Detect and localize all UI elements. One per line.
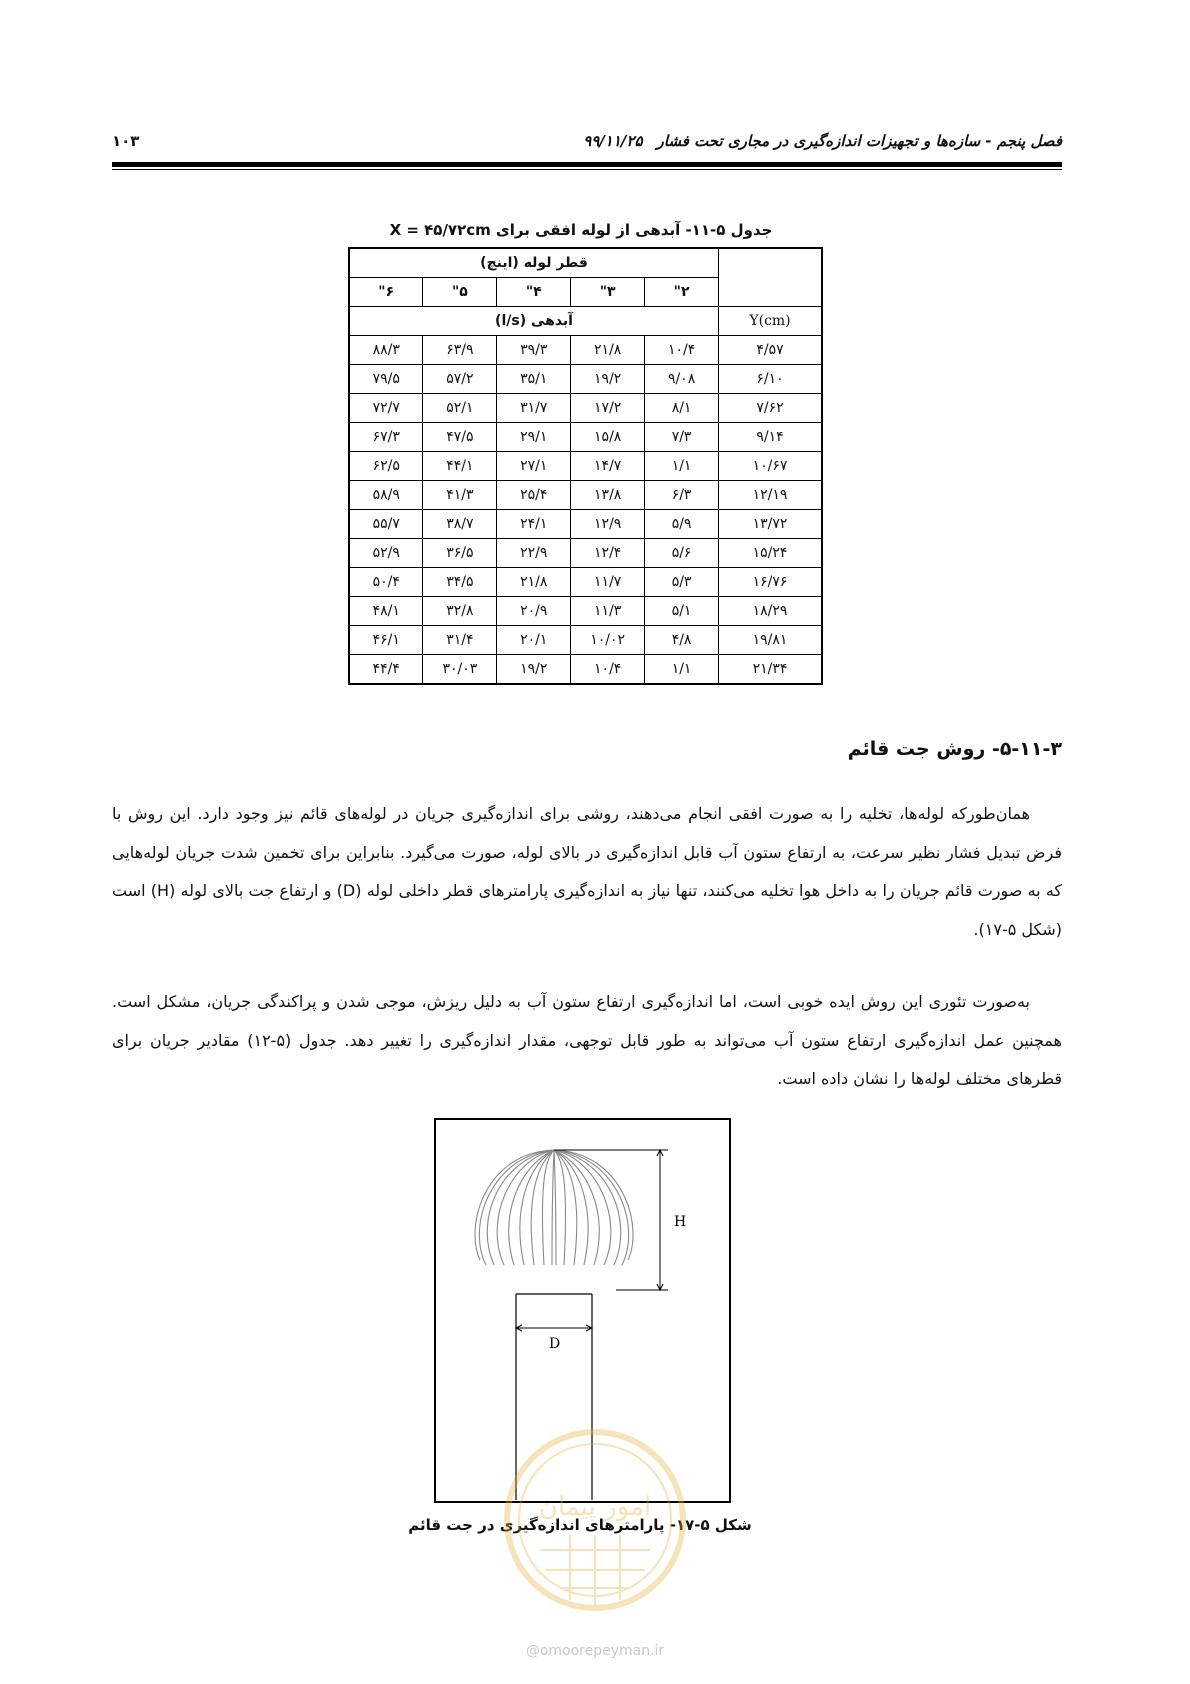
section-heading: ۵-۱۱-۳- روش جت قائم	[847, 738, 1062, 760]
discharge-value-cell: ۱۰/۴	[571, 655, 645, 685]
discharge-value-cell: ۵۰/۴	[349, 568, 423, 597]
y-value-cell: ۴/۵۷	[719, 336, 822, 365]
discharge-value-cell: ۳۱/۴	[423, 626, 497, 655]
discharge-value-cell: ۱۲/۹	[571, 510, 645, 539]
watermark-logo	[500, 1420, 690, 1630]
discharge-value-cell: ۳۸/۷	[423, 510, 497, 539]
y-value-cell: ۱۸/۲۹	[719, 597, 822, 626]
discharge-value-cell: ۵۸/۹	[349, 481, 423, 510]
discharge-value-cell: ۴۴/۱	[423, 452, 497, 481]
discharge-value-cell: ۵/۹	[645, 510, 719, 539]
discharge-value-cell: ۴/۸	[645, 626, 719, 655]
discharge-value-cell: ۷/۳	[645, 423, 719, 452]
discharge-value-cell: ۶۲/۵	[349, 452, 423, 481]
discharge-value-cell: ۴۱/۳	[423, 481, 497, 510]
y-value-cell: ۱۰/۶۷	[719, 452, 822, 481]
discharge-value-cell: ۳۰/۰۳	[423, 655, 497, 685]
discharge-value-cell: ۱۷/۲	[571, 394, 645, 423]
discharge-value-cell: ۷۲/۷	[349, 394, 423, 423]
discharge-value-cell: ۶/۳	[645, 481, 719, 510]
page-number: ۱۰۳	[112, 132, 140, 150]
watermark-logo-text: امور پیمان	[538, 1492, 652, 1522]
discharge-value-cell: ۳۶/۵	[423, 539, 497, 568]
discharge-value-cell: ۱/۱	[645, 655, 719, 685]
table-row	[349, 452, 822, 481]
discharge-value-cell: ۱۵/۸	[571, 423, 645, 452]
discharge-value-cell: ۱۱/۳	[571, 597, 645, 626]
table-row	[349, 655, 822, 685]
discharge-header: آبدهی (l/s)	[349, 307, 719, 336]
y-value-cell: ۷/۶۲	[719, 394, 822, 423]
table-row	[349, 539, 822, 568]
y-value-cell: ۱۹/۸۱	[719, 626, 822, 655]
discharge-value-cell: ۲۱/۸	[497, 568, 571, 597]
discharge-value-cell: ۵/۱	[645, 597, 719, 626]
table-row	[349, 626, 822, 655]
discharge-value-cell: ۳۱/۷	[497, 394, 571, 423]
table-row	[349, 365, 822, 394]
discharge-value-cell: ۳۹/۳	[497, 336, 571, 365]
discharge-value-cell: ۹/۰۸	[645, 365, 719, 394]
paragraph-1: همان‌طورکه لوله‌ها، تخلیه را به صورت افقی انجام می‌دهند، روشی برای اندازه‌گیری جریان در لوله‌های قائم نیز وجود دارد. این روش با فرض تبدیل فشار نظیر سرعت، به ارتفاع ستون آب قابل اندازه‌گیری در بالای لوله، صورت می‌گیرد. بنابراین برای تخمین شدت جریان لوله‌هایی که به صورت قائم جریان را به داخل هوا تخلیه می‌کنند، تنها نیاز به اندازه‌گیری پارامترهای قطر داخلی لوله (D) و ارتفاع جت بالای لوله (H) است (شکل ۵-۱۷).	[112, 804, 1063, 939]
header-date: ۹۹/۱۱/۲۵	[583, 132, 643, 150]
jet-streams	[475, 1150, 633, 1265]
discharge-value-cell: ۸۸/۳	[349, 336, 423, 365]
table-row	[349, 481, 822, 510]
diameter-col-header: ۵"	[423, 278, 497, 307]
label-d: D	[549, 1336, 561, 1352]
header-title: فصل پنجم - سازه‌ها و تجهیزات اندازه‌گیری در مجاری تحت فشار۹۹/۱۱/۲۵	[583, 132, 1062, 150]
table-row	[349, 568, 822, 597]
discharge-value-cell: ۲۰/۹	[497, 597, 571, 626]
discharge-value-cell: ۱۳/۸	[571, 481, 645, 510]
discharge-value-cell: ۴۶/۱	[349, 626, 423, 655]
discharge-value-cell: ۵/۳	[645, 568, 719, 597]
label-h: H	[674, 1214, 687, 1230]
diameter-col-header: ۲"	[645, 278, 719, 307]
discharge-value-cell: ۸/۱	[645, 394, 719, 423]
y-value-cell: ۲۱/۳۴	[719, 655, 822, 685]
discharge-value-cell: ۴۷/۵	[423, 423, 497, 452]
page-header	[112, 128, 1062, 154]
diameter-header: قطر لوله (اینچ)	[349, 248, 719, 278]
discharge-value-cell: ۶۳/۹	[423, 336, 497, 365]
empty-corner-cell	[719, 248, 822, 307]
table-row	[349, 394, 822, 423]
discharge-value-cell: ۱۹/۲	[497, 655, 571, 685]
table-caption: جدول ۵-۱۱- آبدهی از لوله افقی برای X = ۴۵/۷۲cm	[389, 221, 773, 239]
y-value-cell: ۱۳/۷۲	[719, 510, 822, 539]
table-header-row-3	[349, 307, 822, 336]
discharge-value-cell: ۳۴/۵	[423, 568, 497, 597]
discharge-value-cell: ۴۸/۱	[349, 597, 423, 626]
discharge-value-cell: ۲۷/۱	[497, 452, 571, 481]
discharge-value-cell: ۷۹/۵	[349, 365, 423, 394]
diameter-col-header: ۳"	[571, 278, 645, 307]
table-row	[349, 510, 822, 539]
discharge-value-cell: ۲۹/۱	[497, 423, 571, 452]
y-header: Y(cm)	[719, 307, 822, 336]
table-row	[349, 597, 822, 626]
discharge-value-cell: ۱۰/۰۲	[571, 626, 645, 655]
y-value-cell: ۹/۱۴	[719, 423, 822, 452]
discharge-value-cell: ۵۷/۲	[423, 365, 497, 394]
discharge-value-cell: ۱۲/۴	[571, 539, 645, 568]
discharge-value-cell: ۴۴/۴	[349, 655, 423, 685]
discharge-value-cell: ۶۷/۳	[349, 423, 423, 452]
watermark-url: @omoorepeyman.ir	[525, 1643, 665, 1659]
y-value-cell: ۱۲/۱۹	[719, 481, 822, 510]
discharge-value-cell: ۱/۱	[645, 452, 719, 481]
paragraph-2: به‌صورت تئوری این روش ایده خوبی است، اما اندازه‌گیری ارتفاع ستون آب به دلیل ریزش، موجی شدن و پراکندگی جریان، مشکل است. همچنین عمل اندازه‌گیری ارتفاع ستون آب می‌تواند به طور قابل توجهی، مقدار اندازه‌گیری را تغییر دهد. جدول (۵-۱۲) مقادیر جریان برای قطرهای مختلف لوله‌ها را نشان داده است.	[112, 992, 1062, 1088]
diameter-col-header: ۶"	[349, 278, 423, 307]
header-rule-thin	[112, 169, 1062, 170]
discharge-value-cell: ۳۵/۱	[497, 365, 571, 394]
discharge-value-cell: ۱۱/۷	[571, 568, 645, 597]
discharge-value-cell: ۲۲/۹	[497, 539, 571, 568]
discharge-value-cell: ۱۰/۴	[645, 336, 719, 365]
discharge-value-cell: ۱۹/۲	[571, 365, 645, 394]
diameter-col-header: ۴"	[497, 278, 571, 307]
discharge-value-cell: ۲۴/۱	[497, 510, 571, 539]
y-value-cell: ۱۶/۷۶	[719, 568, 822, 597]
discharge-value-cell: ۵۲/۱	[423, 394, 497, 423]
y-value-cell: ۶/۱۰	[719, 365, 822, 394]
table-row	[349, 423, 822, 452]
figure-caption: شکل ۵-۱۷- پارامترهای اندازه‌گیری در جت قائم	[408, 1516, 752, 1534]
discharge-value-cell: ۵۲/۹	[349, 539, 423, 568]
discharge-value-cell: ۲۰/۱	[497, 626, 571, 655]
discharge-value-cell: ۵/۶	[645, 539, 719, 568]
table-header-row-1	[349, 248, 822, 278]
discharge-table	[348, 247, 823, 685]
discharge-value-cell: ۲۵/۴	[497, 481, 571, 510]
discharge-value-cell: ۵۵/۷	[349, 510, 423, 539]
discharge-value-cell: ۱۴/۷	[571, 452, 645, 481]
table-row	[349, 336, 822, 365]
y-value-cell: ۱۵/۲۴	[719, 539, 822, 568]
discharge-value-cell: ۳۲/۸	[423, 597, 497, 626]
discharge-value-cell: ۲۱/۸	[571, 336, 645, 365]
header-rule-thick	[112, 162, 1062, 167]
